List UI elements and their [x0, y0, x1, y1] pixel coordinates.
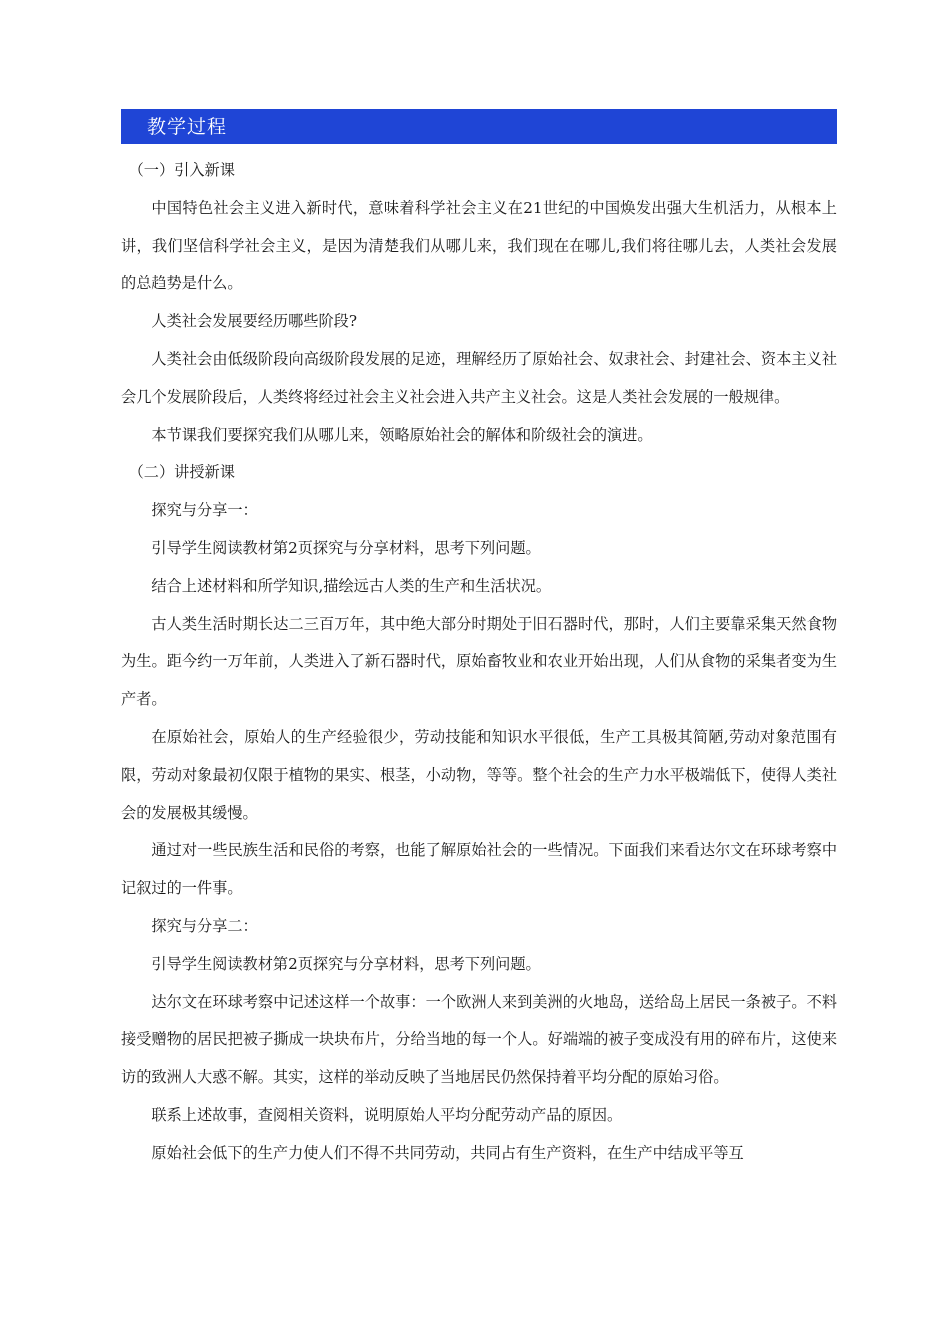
paragraph: 通过对一些民族生活和民俗的考察，也能了解原始社会的一些情况。下面我们来看达尔文在环球考察中记叙过的一件事。: [121, 841, 837, 898]
paragraph: 引导学生阅读教材第2页探究与分享材料，思考下列问题。: [151, 538, 541, 557]
paragraph: 古人类生活时期长达二三百万年，其中绝大部分时期处于旧石器时代，那时，人们主要靠采集天然食物为生。距今约一万年前，人类进入了新石器时代，原始畜牧业和农业开始出现，人们从食物的采集者变为生产者。: [121, 614, 837, 709]
paragraph: 本节课我们要探究我们从哪儿来，领略原始社会的解体和阶级社会的演进。: [151, 425, 653, 444]
subheading-intro: （一）引入新课: [128, 161, 235, 179]
paragraph: 引导学生阅读教材第2页探究与分享材料，思考下列问题。: [151, 954, 541, 973]
body-text: [121, 152, 837, 1173]
section-title: 教学过程: [147, 116, 228, 138]
paragraph: 探究与分享一：: [151, 501, 258, 520]
paragraph: 达尔文在环球考察中记述这样一个故事：一个欧洲人来到美洲的火地岛，送给岛上居民一条被子。不料接受赠物的居民把被子撕成一块块布片，分给当地的每一个人。好端端的被子变成没有用的碎布片，这使来访的致洲人大惑不解。其实，这样的举动反映了当地居民仍然保持着平均分配的原始习俗。: [121, 992, 837, 1087]
paragraph: 结合上述材料和所学知识,描绘远古人类的生产和生活状况。: [151, 576, 552, 595]
paragraph: 中国特色社会主义进入新时代，意味着科学社会主义在21世纪的中国焕发出强大生机活力，从根本上讲，我们坚信科学社会主义，是因为清楚我们从哪儿来，我们现在在哪儿,我们将往哪儿去，人类社会发展的总趋势是什么。: [121, 198, 837, 293]
paragraph: 人类社会发展要经历哪些阶段?: [151, 312, 357, 331]
paragraph: 在原始社会，原始人的生产经验很少，劳动技能和知识水平很低，生产工具极其简陋,劳动对象范围有限，劳动对象最初仅限于植物的果实、根茎，小动物，等等。整个社会的生产力水平极端低下，使得人类社会的发展极其缓慢。: [121, 727, 837, 822]
paragraph: 原始社会低下的生产力使人们不得不共同劳动，共同占有生产资料，在生产中结成平等互: [151, 1143, 744, 1162]
paragraph: 人类社会由低级阶段向高级阶段发展的足迹，理解经历了原始社会、奴隶社会、封建社会、资本主义社会几个发展阶段后，人类终将经过社会主义社会进入共产主义社会。这是人类社会发展的一般规律。: [121, 349, 837, 406]
subheading-lecture: （二）讲授新课: [128, 463, 235, 482]
paragraph: 探究与分享二：: [151, 916, 258, 935]
section-header-bar: [121, 109, 837, 144]
paragraph: 联系上述故事，查阅相关资料，说明原始人平均分配劳动产品的原因。: [151, 1105, 623, 1124]
